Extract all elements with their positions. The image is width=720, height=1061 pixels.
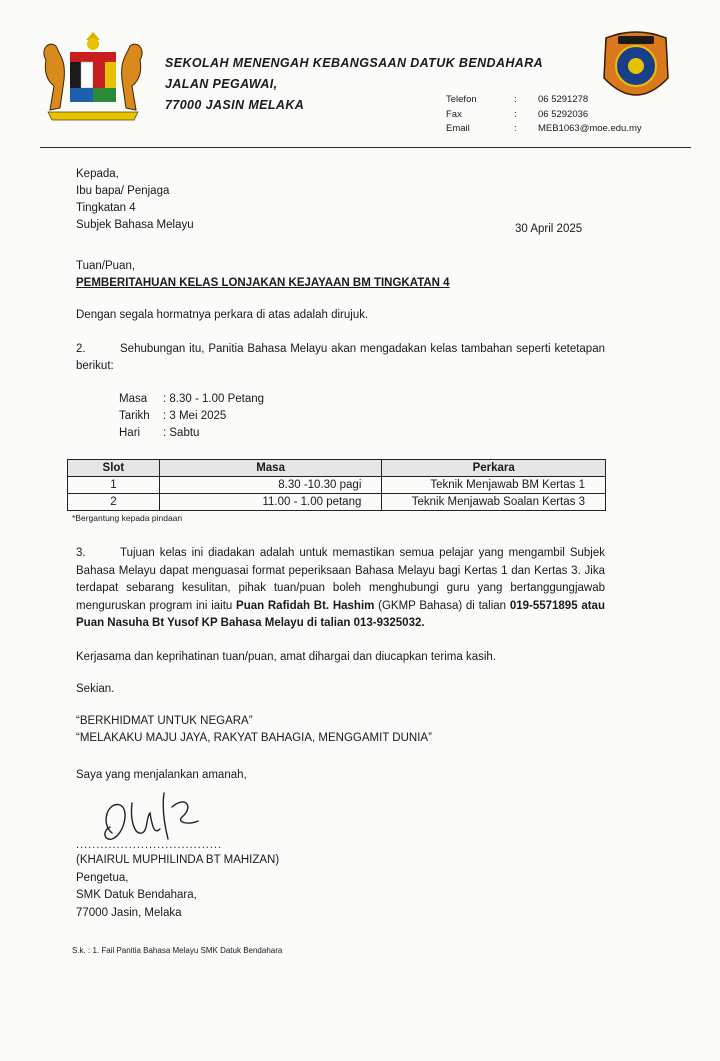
paragraph-number: 3. [76, 547, 86, 559]
signer-address: 77000 Jasin, Melaka [76, 906, 182, 919]
signer-title: Pengetua, [76, 871, 129, 884]
recipient-line: Ibu bapa/ Penjaga [76, 185, 170, 197]
column-header: Slot [68, 460, 160, 477]
contact-person-name: Puan Rafidah Bt. Hashim [236, 599, 375, 612]
school-address-line2: 77000 JASIN MELAKA [165, 98, 305, 112]
table-note: *Bergantung kepada pindaan [72, 513, 183, 523]
column-header: Perkara [382, 460, 606, 477]
detail-value: : Sabtu [163, 427, 200, 439]
recipient-line: Tingkatan 4 [76, 202, 136, 214]
contact-phone-text: 019-5571895 atau Puan Nasuha Bt Yusof KP Bahasa Melayu di talian 013-9325032. [76, 599, 605, 629]
school-badge-icon [598, 28, 674, 108]
table-header-row [68, 460, 606, 477]
fax-value: 06 5292036 [538, 108, 589, 120]
paragraph-text: Sehubungan itu, Panitia Bahasa Melayu akan mengadakan kelas tambahan seperti ketetapan berikut: [76, 343, 605, 372]
motto-block [76, 713, 432, 747]
detail-value: : 8.30 - 1.00 Petang [163, 393, 265, 405]
salutation: Tuan/Puan, [76, 260, 136, 272]
table-row [68, 494, 606, 511]
school-address-line1: JALAN PEGAWAI, [165, 77, 278, 91]
paragraph-4: Kerjasama dan keprihatinan tuan/puan, amat dihargai dan diucapkan terima kasih. [76, 651, 497, 663]
paragraph-3 [76, 545, 605, 633]
paragraph-2 [76, 341, 605, 375]
header-divider [40, 147, 691, 148]
telefon-value: 06 5291278 [538, 94, 589, 105]
contact-label: Fax [446, 108, 462, 120]
column-header: Masa [159, 460, 382, 477]
table-cell: Teknik Menjawab BM Kertas 1 [382, 477, 606, 494]
recipient-block [76, 166, 194, 234]
class-details [119, 391, 264, 442]
detail-value: : 3 Mei 2025 [163, 410, 227, 422]
contact-label: Telefon [446, 94, 477, 105]
signer-block [76, 852, 279, 922]
table-cell: Teknik Menjawab Soalan Kertas 3 [382, 494, 606, 511]
letter-date: 30 April 2025 [515, 223, 583, 235]
motto-line: “BERKHIDMAT UNTUK NEGARA” [76, 715, 253, 727]
recipient-line: Subjek Bahasa Melayu [76, 219, 194, 231]
paragraph-1: Dengan segala hormatnya perkara di atas adalah dirujuk. [76, 309, 369, 321]
detail-key: Tarikh [119, 410, 150, 422]
table-row [68, 477, 606, 494]
sk-footnote: S.k. : 1. Fail Panitia Bahasa Melayu SMK Datuk Bendahara [72, 946, 283, 955]
paragraph-text: (GKMP Bahasa) di talian [374, 599, 510, 612]
amanah-text: Saya yang menjalankan amanah, [76, 769, 247, 781]
paragraph-text: Tujuan kelas ini diadakan adalah untuk memastikan semua pelajar yang mengambil Subjek Bahasa Melayu dapat menguasai format peperiksaan Bahasa Melayu bagi Kertas 1 dan Kertas 3. Jika terdapat sebarang kesulitan, pihak tuan/puan boleh menghubungi guru yang bertanggungjawab menguruskan program ini iaitu [76, 547, 605, 612]
closing-text: Sekian. [76, 683, 115, 695]
schedule-table [67, 459, 606, 511]
school-name-line1: SEKOLAH MENENGAH KEBANGSAAN DATUK BENDAHARA [165, 56, 544, 70]
table-cell: 11.00 - 1.00 petang [159, 494, 382, 511]
contact-label: Email [446, 123, 470, 134]
signer-name: (KHAIRUL MUPHILINDA BT MAHIZAN) [76, 854, 280, 866]
detail-key: Masa [119, 393, 148, 405]
table-cell: 2 [68, 494, 160, 511]
detail-key: Hari [119, 427, 141, 439]
table-cell: 8.30 -10.30 pagi [159, 477, 382, 494]
email-value: MEB1063@moe.edu.my [538, 123, 642, 134]
coat-of-arms-icon [38, 30, 148, 125]
motto-line: “MELAKAKU MAJU JAYA, RAKYAT BAHAGIA, MENGGAMIT DUNIA” [76, 732, 432, 744]
recipient-line: Kepada, [76, 168, 119, 180]
letter-subject: PEMBERITAHUAN KELAS LONJAKAN KEJAYAAN BM TINGKATAN 4 [76, 277, 450, 289]
signer-org: SMK Datuk Bendahara, [76, 889, 197, 901]
contact-block: Telefon : 06 5291278 Fax : 06 5292036 Email : MEB1063@moe.edu.my [446, 93, 642, 137]
paragraph-number: 2. [76, 343, 86, 355]
signature-line: .................................... [76, 839, 223, 851]
table-cell: 1 [68, 477, 160, 494]
